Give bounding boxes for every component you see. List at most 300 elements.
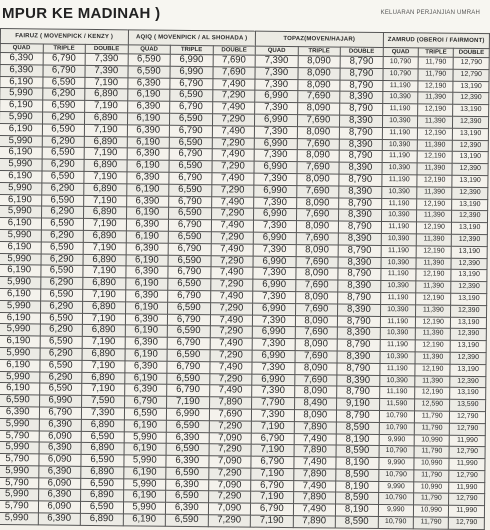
price-cell: 8,090 [295, 292, 338, 304]
price-cell: 6,190 [125, 325, 168, 337]
price-cell: 8,390 [338, 233, 381, 245]
price-cell: 6,890 [84, 207, 127, 219]
price-cell: 8,090 [296, 174, 339, 186]
price-cell: 10,390 [380, 281, 416, 293]
price-cell: 7,490 [211, 220, 254, 232]
price-cell: 12,390 [453, 140, 489, 152]
price-cell: 7,390 [253, 220, 296, 232]
price-cell: 12,590 [415, 399, 451, 411]
price-cell: 12,190 [415, 364, 451, 376]
price-cell: 11,190 [381, 222, 417, 234]
price-cell: 7,490 [211, 243, 254, 255]
price-cell: 6,790 [169, 149, 212, 161]
price-cell: 10,390 [382, 139, 418, 151]
occupancy-header-quad: QUAD [0, 44, 43, 53]
price-cell: 7,190 [85, 77, 128, 89]
price-cell: 12,190 [416, 246, 452, 258]
price-cell: 10,790 [379, 410, 415, 422]
price-cell: 7,290 [210, 326, 253, 338]
price-cell: 9,990 [378, 505, 414, 517]
page-title: MPUR KE MADINAH ) [2, 5, 161, 22]
price-cell: 7,390 [254, 173, 297, 185]
price-cell: 6,190 [127, 160, 170, 172]
price-cell: 6,190 [124, 372, 167, 384]
hotel-header-zamrud: ZAMRUD (OBEROI / FAIRMONT) [383, 33, 490, 49]
price-cell: 8,790 [339, 150, 382, 162]
price-cell: 13,190 [451, 340, 487, 352]
price-cell: 6,590 [166, 420, 209, 432]
price-cell: 6,590 [169, 160, 212, 172]
price-cell: 6,390 [38, 513, 81, 525]
price-cell: 7,190 [82, 384, 125, 396]
price-cell: 6,590 [170, 90, 213, 102]
price-cell: 13,190 [451, 317, 487, 329]
price-cell: 7,690 [297, 115, 340, 127]
price-cell: 7,490 [210, 291, 253, 303]
price-cell: 13,190 [452, 246, 488, 258]
price-cell: 7,290 [211, 255, 254, 267]
price-cell: 7,690 [295, 303, 338, 315]
price-cell: 11,190 [381, 174, 417, 186]
price-cell: 6,590 [169, 137, 212, 149]
price-cell: 7,490 [294, 433, 337, 445]
price-cell: 8,790 [339, 127, 382, 139]
price-cell: 5,990 [0, 442, 39, 454]
price-cell: 7,190 [83, 219, 126, 231]
price-cell: 5,990 [0, 182, 41, 194]
price-cell: 10,790 [379, 422, 415, 434]
price-cell: 13,190 [453, 152, 489, 164]
price-cell: 6,390 [127, 125, 170, 137]
price-cell: 7,390 [255, 102, 298, 114]
price-cell: 6,990 [255, 114, 298, 126]
price-cell: 12,390 [452, 163, 488, 175]
price-cell: 7,390 [252, 338, 295, 350]
price-cell: 8,090 [297, 150, 340, 162]
price-cell: 7,690 [213, 55, 256, 67]
price-cell: 6,590 [40, 336, 83, 348]
price-cell: 6,190 [127, 136, 170, 148]
price-cell: 12,190 [417, 198, 453, 210]
price-cell: 6,590 [128, 54, 171, 66]
price-cell: 10,390 [380, 328, 416, 340]
price-cell: 6,790 [43, 53, 86, 65]
price-cell: 5,990 [0, 88, 42, 100]
price-cell: 8,390 [339, 162, 382, 174]
price-cell: 6,590 [40, 265, 83, 277]
price-cell: 12,390 [452, 234, 488, 246]
price-cell: 6,390 [0, 53, 43, 65]
price-cell: 8,790 [338, 268, 381, 280]
price-cell: 13,190 [450, 364, 486, 376]
price-cell: 6,890 [81, 419, 124, 431]
price-cell: 6,790 [167, 314, 210, 326]
price-cell: 11,390 [415, 352, 451, 364]
price-cell: 11,990 [449, 458, 485, 470]
price-cell: 6,590 [41, 171, 84, 183]
price-cell: 6,590 [40, 312, 83, 324]
price-cell: 7,790 [252, 397, 295, 409]
price-cell: 5,990 [0, 253, 41, 265]
price-cell: 6,190 [127, 113, 170, 125]
price-cell: 6,890 [82, 348, 125, 360]
price-cell: 7,890 [293, 492, 336, 504]
price-cell: 11,190 [379, 363, 415, 375]
price-cell: 6,790 [169, 196, 212, 208]
price-cell: 7,390 [253, 244, 296, 256]
price-cell: 12,190 [418, 104, 454, 116]
price-cell: 6,890 [81, 490, 124, 502]
price-cell: 6,390 [38, 466, 81, 478]
price-cell: 7,090 [208, 479, 251, 491]
price-cell: 6,590 [167, 373, 210, 385]
price-cell: 5,990 [0, 229, 41, 241]
price-cell: 12,190 [415, 316, 451, 328]
price-cell: 13,190 [453, 104, 489, 116]
price-cell: 6,890 [85, 89, 128, 101]
price-cell: 6,590 [0, 395, 39, 407]
price-cell: 9,990 [379, 434, 415, 446]
price-cell: 6,290 [40, 277, 83, 289]
price-cell: 7,690 [296, 209, 339, 221]
price-cell: 7,490 [293, 457, 336, 469]
price-cell: 7,190 [84, 171, 127, 183]
price-cell: 8,090 [295, 339, 338, 351]
price-cell: 13,190 [451, 293, 487, 305]
price-cell: 6,290 [42, 88, 85, 100]
price-cell: 6,590 [42, 147, 85, 159]
price-cell: 8,090 [294, 362, 337, 374]
price-cell: 7,290 [211, 184, 254, 196]
price-cell: 6,390 [127, 77, 170, 89]
price-cell: 10,390 [380, 304, 416, 316]
price-cell: 6,890 [84, 183, 127, 195]
occupancy-header-quad: QUAD [128, 45, 171, 54]
price-cell: 11,190 [382, 127, 418, 139]
price-cell: 11,990 [449, 482, 485, 494]
price-cell: 6,990 [39, 395, 82, 407]
price-cell: 7,290 [211, 208, 254, 220]
price-cell: 8,090 [298, 56, 341, 68]
price-cell: 7,190 [83, 266, 126, 278]
occupancy-header-double: DOUBLE [213, 46, 256, 55]
price-cell: 7,390 [254, 197, 297, 209]
price-cell: 7,090 [208, 503, 251, 515]
price-cell: 6,290 [41, 230, 84, 242]
price-cell: 6,290 [42, 159, 85, 171]
price-cell: 7,190 [84, 195, 127, 207]
price-cell: 6,190 [0, 170, 42, 182]
price-cell: 6,590 [81, 454, 124, 466]
price-cell: 7,190 [251, 468, 294, 480]
price-cell: 8,790 [339, 198, 382, 210]
price-cell: 7,190 [84, 124, 127, 136]
price-cell: 7,890 [293, 516, 336, 528]
price-cell: 6,790 [124, 396, 167, 408]
price-cell: 6,590 [168, 302, 211, 314]
price-cell: 6,390 [125, 266, 168, 278]
price-cell: 11,190 [380, 340, 416, 352]
price-cell: 11,190 [380, 292, 416, 304]
price-cell: 12,790 [449, 447, 485, 459]
price-cell: 6,990 [254, 209, 297, 221]
price-cell: 6,590 [41, 195, 84, 207]
price-cell: 7,290 [208, 515, 251, 527]
price-cell: 11,190 [380, 316, 416, 328]
price-cell: 13,590 [450, 399, 486, 411]
price-cell: 8,390 [339, 209, 382, 221]
price-cell: 7,190 [251, 492, 294, 504]
price-cell: 11,390 [415, 328, 451, 340]
price-cell: 6,590 [168, 231, 211, 243]
price-cell: 7,690 [294, 374, 337, 386]
price-cell: 7,190 [251, 444, 294, 456]
price-cell: 13,190 [452, 175, 488, 187]
price-cell: 12,190 [416, 269, 452, 281]
price-cell: 6,790 [42, 65, 85, 77]
price-cell: 11,390 [417, 210, 453, 222]
price-cell: 12,390 [451, 329, 487, 341]
price-cell: 7,190 [167, 396, 210, 408]
price-cell: 6,990 [253, 279, 296, 291]
price-cell: 8,390 [337, 375, 380, 387]
price-cell: 7,490 [210, 338, 253, 350]
price-cell: 6,990 [255, 91, 298, 103]
price-cell: 11,590 [379, 399, 415, 411]
price-cell: 6,990 [253, 232, 296, 244]
price-cell: 7,490 [212, 149, 255, 161]
price-cell: 8,090 [296, 221, 339, 233]
price-cell: 12,190 [416, 293, 452, 305]
price-cell: 6,890 [81, 466, 124, 478]
price-cell: 7,290 [212, 114, 255, 126]
price-cell: 11,790 [413, 517, 449, 529]
price-cell: 6,990 [254, 138, 297, 150]
price-cell: 7,690 [297, 162, 340, 174]
price-cell: 6,390 [126, 243, 169, 255]
price-cell: 6,990 [254, 161, 297, 173]
price-cell: 12,790 [449, 517, 485, 529]
price-cell: 5,990 [0, 277, 40, 289]
price-cell: 6,890 [80, 513, 123, 525]
price-cell: 12,390 [452, 187, 488, 199]
price-cell: 8,790 [337, 363, 380, 375]
price-cell: 7,490 [209, 385, 252, 397]
price-cell: 7,490 [210, 314, 253, 326]
price-cell: 6,890 [82, 325, 125, 337]
price-cell: 6,090 [38, 501, 81, 513]
price-cell: 6,290 [40, 324, 83, 336]
price-cell: 8,790 [337, 339, 380, 351]
price-cell: 6,190 [123, 514, 166, 526]
price-cell: 6,190 [0, 76, 42, 88]
price-cell: 5,990 [0, 324, 40, 336]
price-cell: 8,090 [297, 126, 340, 138]
price-cell: 8,790 [340, 80, 383, 92]
price-cell: 6,990 [170, 66, 213, 78]
price-cell: 5,990 [0, 135, 42, 147]
price-cell: 11,390 [418, 92, 454, 104]
occupancy-header-double: DOUBLE [340, 47, 383, 56]
price-cell: 7,190 [84, 148, 127, 160]
price-cell: 7,390 [253, 268, 296, 280]
price-cell: 7,490 [293, 504, 336, 516]
price-cell: 6,890 [82, 372, 125, 384]
price-cell: 8,390 [339, 186, 382, 198]
price-cell: 7,690 [295, 280, 338, 292]
price-cell: 10,790 [378, 493, 414, 505]
price-cell: 11,790 [414, 446, 450, 458]
price-cell: 6,190 [125, 278, 168, 290]
price-cell: 8,390 [337, 351, 380, 363]
price-cell: 6,590 [167, 349, 210, 361]
price-cell: 6,390 [38, 489, 81, 501]
price-cell: 10,990 [413, 505, 449, 517]
price-cell: 6,190 [0, 123, 42, 135]
price-cell: 6,190 [0, 147, 42, 159]
price-cell: 7,390 [254, 126, 297, 138]
price-cell: 7,290 [210, 302, 253, 314]
price-cell: 8,390 [338, 257, 381, 269]
price-cell: 8,090 [297, 103, 340, 115]
price-cell: 10,390 [381, 210, 417, 222]
price-cell: 11,190 [382, 151, 418, 163]
price-cell: 8,190 [336, 457, 379, 469]
price-cell: 7,390 [252, 385, 295, 397]
price-cell: 6,990 [253, 303, 296, 315]
price-cell: 12,190 [415, 340, 451, 352]
price-cell: 6,290 [41, 253, 84, 265]
price-cell: 7,290 [209, 373, 252, 385]
price-cell: 12,790 [450, 423, 486, 435]
price-cell: 6,990 [170, 54, 213, 66]
price-cell: 7,490 [209, 361, 252, 373]
price-cell: 8,090 [298, 67, 341, 79]
price-cell: 7,690 [295, 327, 338, 339]
price-cell: 7,290 [211, 232, 254, 244]
price-cell: 5,790 [0, 430, 39, 442]
price-cell: 6,590 [41, 242, 84, 254]
price-cell: 6,290 [40, 301, 83, 313]
price-cell: 11,190 [381, 245, 417, 257]
price-cell: 10,390 [381, 186, 417, 198]
price-cell: 10,390 [380, 351, 416, 363]
price-cell: 7,390 [85, 65, 128, 77]
price-cell: 5,990 [123, 479, 166, 491]
price-cell: 6,590 [80, 502, 123, 514]
price-cell: 6,190 [125, 302, 168, 314]
price-cell: 7,390 [255, 79, 298, 91]
price-cell: 6,290 [41, 183, 84, 195]
price-cell: 6,190 [124, 443, 167, 455]
price-cell: 6,790 [167, 337, 210, 349]
price-cell: 6,390 [127, 148, 170, 160]
price-cell: 6,590 [39, 360, 82, 372]
price-cell: 7,290 [209, 444, 252, 456]
price-cell: 6,590 [168, 278, 211, 290]
price-cell: 12,190 [417, 128, 453, 140]
price-cell: 6,790 [169, 172, 212, 184]
price-cell: 12,190 [415, 387, 451, 399]
price-cell: 7,190 [85, 101, 128, 113]
price-cell: 7,390 [252, 315, 295, 327]
price-cell: 7,190 [251, 421, 294, 433]
price-cell: 9,990 [378, 481, 414, 493]
price-cell: 11,390 [416, 234, 452, 246]
price-cell: 11,190 [382, 80, 418, 92]
price-cell: 13,190 [452, 199, 488, 211]
price-cell: 10,390 [379, 375, 415, 387]
price-cell: 8,090 [296, 244, 339, 256]
price-cell: 8,190 [335, 504, 378, 516]
price-cell: 6,790 [250, 503, 293, 515]
price-cell: 7,390 [251, 409, 294, 421]
price-cell: 13,190 [453, 81, 489, 93]
price-cell: 7,390 [253, 291, 296, 303]
price-cell: 7,190 [83, 289, 126, 301]
price-cell: 12,190 [416, 222, 452, 234]
price-cell: 6,890 [84, 160, 127, 172]
price-cell: 11,790 [414, 411, 450, 423]
price-cell: 8,790 [340, 103, 383, 115]
price-cell: 7,390 [81, 407, 124, 419]
price-cell: 12,190 [418, 80, 454, 92]
price-cell: 6,190 [0, 241, 41, 253]
price-cell: 11,390 [416, 281, 452, 293]
price-cell: 8,390 [338, 304, 381, 316]
price-cell: 8,090 [294, 386, 337, 398]
price-cell: 8,090 [295, 315, 338, 327]
price-cell: 11,790 [418, 69, 454, 81]
price-cell: 12,790 [449, 494, 485, 506]
brand-label: KELUARAN PERJANJIAN UMRAH [380, 10, 480, 16]
price-cell: 6,190 [0, 194, 41, 206]
price-cell: 6,290 [39, 371, 82, 383]
price-cell: 6,290 [42, 136, 85, 148]
price-cell: 6,790 [169, 125, 212, 137]
price-cell: 11,190 [380, 269, 416, 281]
price-cell: 7,690 [297, 138, 340, 150]
price-cell: 10,990 [414, 458, 450, 470]
price-cell: 7,290 [209, 420, 252, 432]
price-cell: 8,190 [336, 434, 379, 446]
occupancy-header-triple: TRIPLE [43, 44, 86, 53]
occupancy-header-double: DOUBLE [85, 44, 128, 53]
price-cell: 6,990 [252, 374, 295, 386]
price-cell: 7,490 [211, 196, 254, 208]
price-cell: 7,490 [212, 78, 255, 90]
price-cell: 6,990 [253, 256, 296, 268]
price-cell: 11,790 [414, 493, 450, 505]
price-cell: 8,490 [294, 398, 337, 410]
price-cell: 6,190 [123, 467, 166, 479]
price-cell: 6,790 [251, 480, 294, 492]
price-cell: 7,390 [85, 53, 128, 65]
price-cell: 8,390 [339, 139, 382, 151]
price-cell: 6,390 [39, 442, 82, 454]
price-cell: 6,590 [167, 326, 210, 338]
price-cell: 6,190 [0, 100, 42, 112]
price-cell: 7,490 [212, 126, 255, 138]
price-cell: 6,390 [126, 172, 169, 184]
price-cell: 6,590 [166, 491, 209, 503]
price-cell: 7,690 [297, 91, 340, 103]
hotel-header-fairuz: FAIRUZ ( MOVENPICK / KENZY ) [0, 29, 128, 45]
price-cell: 10,390 [382, 115, 418, 127]
price-cell: 10,790 [378, 517, 414, 529]
price-cell: 6,190 [0, 288, 40, 300]
price-cell: 6,590 [168, 255, 211, 267]
